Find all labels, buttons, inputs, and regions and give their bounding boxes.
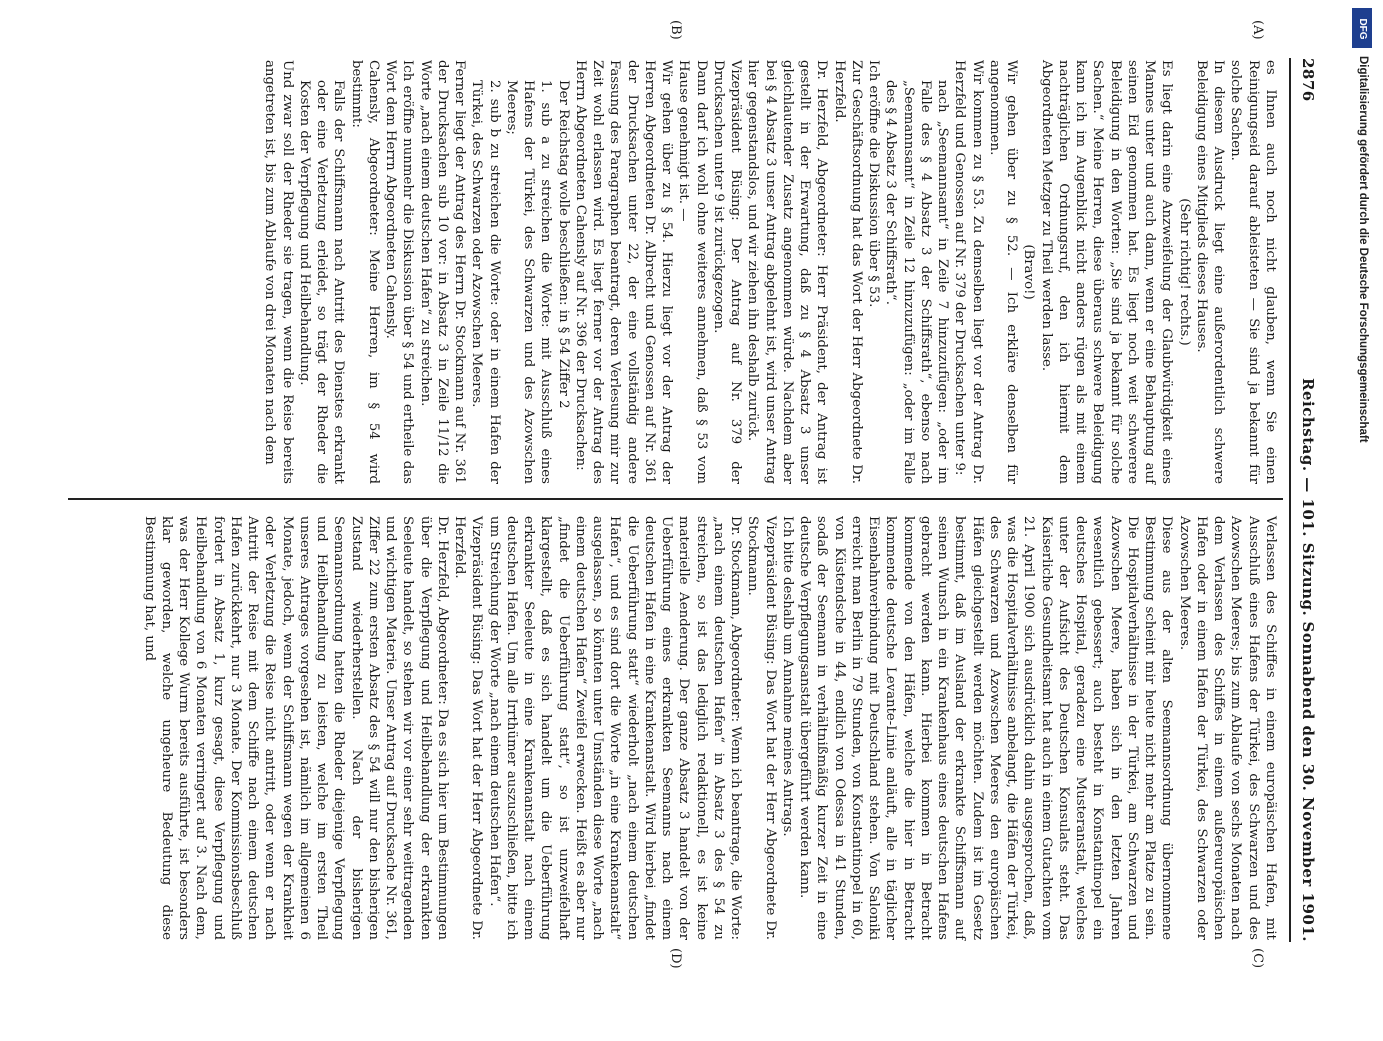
header-rule xyxy=(1289,58,1291,942)
paragraph: Dr. Stockmann, Abgeordneter: Wenn ich beantrage, die Worte: „nach einem deutschen Hafen“ in Absatz 3 des § 54 zu streichen, so ist das lediglich redaktionell, es ist keine materielle Aenderung. Der ganze Absatz 3 handelt von der Ueberführung eines erkrankten Seemanns nach einem deutschen Hafen in eine Krankenanstalt. Wird hierbei „findet die Ueberführung statt“ wiederholt „nach einem deutschen Hafen“, und es sind dort die Worte „in eine Krankenanstalt“ ausgelassen, so könnten unter Umständen diese Worte „nach einem deutschen Hafen“ Zweifel erwecken. Heißt es aber nur „findet die Ueberführung statt“, so ist unzweifelhaft klargestellt, daß es sich handelt um die Ueberführung erkrankter Seeleute in eine Krankenanstalt nach einem deutschen Hafen. Um alle Irrthümer auszuschließen, bitte ich um Streichung der Worte „nach einem deutschen Hafen“. xyxy=(486,516,744,940)
paragraph: Wir gehen über zu § 52. — Ich erkläre denselben für angenommen. xyxy=(987,60,1020,484)
paragraph: (Bravo!) xyxy=(1021,244,1037,300)
paragraph: Cahensly, Abgeordneter: Meine Herren, im § 54 wird bestimmt: xyxy=(348,60,381,484)
footer-text: Digitalisierung gefördert durch die Deutsche Forschungsgemeinschaft xyxy=(1357,56,1369,443)
paragraph: 2. sub b zu streichen die Worte: oder in einem Hafen der Türkei, des Schwarzen oder Azowschen Meeres. xyxy=(469,80,502,484)
page-number: 2876 xyxy=(1299,58,1317,102)
paragraph: Vizepräsident Büsing: Das Wort hat der Herr Abgeordnete Dr. Stockmann. xyxy=(745,516,778,940)
paragraph: Dann darf ich wohl ohne weiteres annehmen, daß § 53 vom Hause genehmigt ist. — xyxy=(676,60,709,484)
paragraph: Wir gehen über zu § 54. Hierzu liegt vor der Antrag der Herren Abgeordneten Dr. Albrecht und Genossen auf Nr. 361 der Drucksachen unter 22, der eine vollständig andere Fassung des Paragraphen beantragt, deren Verlesung mir zur Zeit wohl erlassen wird. Es liegt ferner vor der Antrag des Herrn Abgeordneten Cahensly auf Nr. 396 der Drucksachen: xyxy=(573,60,675,484)
paragraph: Dr. Herzfeld, Abgeordneter: Herr Präsident, der Antrag ist gestellt in der Erwartung, daß zu § 4 Absatz 3 unser gleichlautender Zusatz angenommen würde. Nachdem aber bei § 4 Absatz 3 unser Antrag abgelehnt ist, wird unser Antrag hier gegenstandslos, und wir ziehen ihn deshalb zurück. xyxy=(745,60,830,484)
paragraph: Ferner liegt der Antrag des Herrn Dr. Stockmann auf Nr. 361 der Drucksachen sub 10 vor: in Absatz 3 in Zeile 11/12 die Worte „nach einem deutschen Hafen“ zu streichen. xyxy=(417,60,468,484)
paragraph: nach „Seemannsamt“ in Zeile 7 hinzuzufügen: „oder im Falle des § 4 Absatz 3 der Schiffsrath“, ebenso nach „Seemannsamt“ in Zeile 12 hinzuzufügen: „oder im Falle des § 4 Absatz 3 der Schiffsrath“. xyxy=(883,80,951,484)
paragraph: Und zwar soll der Rheder sie tragen, wenn die Reise bereits angetreten ist, bis zum Ablaufe von drei Monaten nach dem xyxy=(262,60,295,484)
digitization-footer xyxy=(1352,8,1374,993)
dfg-logo xyxy=(1352,8,1372,48)
paragraph: Zur Geschäftsordnung hat das Wort der Herr Abgeordnete Dr. Herzfeld. xyxy=(831,60,864,484)
margin-marker-d: (D) xyxy=(668,948,683,969)
right-column xyxy=(141,516,1280,940)
session-title: Reichstag. — 101. Sitzung. xyxy=(1299,378,1317,617)
paragraph: Dr. Herzfeld, Abgeordneter: Da es sich hier um Bestimmungen über die Verpflegung und Heilbehandlung der erkrankten Seeleute handelt, so stehen wir vor einer sehr weittragenden und wichtigen Materie. Unser Antrag auf Drucksache Nr. 361, Ziffer 22 zum ersten Absatz des § 54 will nur den bisherigen Zustand wiederherstellen. Nach der bisherigen Seemannsordnung hatten die Rheder diejenige Verpflegung und Heilbehandlung zu leisten, welche im ersten Theil unseres Antrages vorgesehen ist, nämlich im allgemeinen 6 Monate, jedoch, wenn der Schiffsmann wegen der Krankheit oder Verletzung die Reise nicht antritt, oder wenn er nach Antritt der Reise mit dem Schiffe nach einem deutschen Hafen zurückkehrt, nur 3 Monate. Der Kommissionsbeschluß fordert in Absatz 1, kurz gesagt, diese Verpflegung und Heilbehandlung von 6 Monaten verringert auf 3. Nach dem, was der Herr Kollege Wurm bereits ausführte, ist besonders klar geworden, welche ungeheure Bedeutung diese Bestimmung hat, und xyxy=(141,516,450,940)
footer-text-box xyxy=(1352,56,1374,986)
margin-marker-a: (A) xyxy=(1250,20,1265,40)
paragraph: Vizepräsident Büsing: Das Wort hat der Herr Abgeordnete Dr. Herzfeld. xyxy=(452,516,485,940)
paragraph: Ich eröffne die Diskussion über § 53. xyxy=(866,60,882,308)
paragraph: 1. sub a zu streichen die Worte: mit Ausschluß eines Hafens der Türkei, des Schwarzen und des Azowschen Meeres; xyxy=(504,80,554,484)
left-column xyxy=(261,60,1279,484)
paragraph: Es liegt darin eine Anzweifelung der Glaubwürdigkeit eines Mannes unter und auch dann, wenn er eine Behauptung auf seinen Eid genommen hat. Es liegt noch weit schwerere Beleidigung in den Worten: „Sie sind ja bekannt für solche Sachen.“ Meine Herren, diese überaus schwere Beleidigung kann ich im Augenblick nicht anders rügen als mit einem nachträglichen Ordnungsruf, den ich hiermit dem Abgeordneten Metzger zu Theil werden lasse. xyxy=(1038,60,1175,484)
paragraph: Vizepräsident Büsing: Der Antrag auf Nr. 379 der Drucksachen unter 9 ist zurückgezogen. xyxy=(711,60,744,484)
paragraph: Verlassen des Schiffes in einem europäischen Hafen, mit Ausschluß eines Hafens der Türkei, des Schwarzen und des Azowschen Meeres; bis zum Ablaufe von sechs Monaten nach dem Verlassen des Schiffes in einem außereuropäischen Hafen oder in einem Hafen der Türkei, des Schwarzen oder Azowschen Meeres. xyxy=(1176,516,1278,940)
paragraph: Falls der Schiffsmann nach Antritt des Dienstes erkrankt oder eine Verletzung erleidet, so trägt der Rheder die Kosten der Verpflegung und Heilbehandlung. xyxy=(297,80,347,484)
paragraph: Wir kommen zu § 53. Zu demselben liegt vor der Antrag Dr. Herzfeld und Genossen auf Nr. 379 der Drucksachen unter 9: xyxy=(952,60,985,484)
margin-marker-b: (B) xyxy=(668,20,683,40)
page-header xyxy=(1291,58,1325,942)
paragraph: Der Reichstag wolle beschließen: in § 54 Ziffer 2 xyxy=(555,80,571,409)
paragraph: Ich eröffne nunmehr die Diskussion über § 54 und ertheile das Wort dem Herrn Abgeordneten Cahensly. xyxy=(383,60,416,484)
paragraph: Diese aus der alten Seemannsordnung übernommene Bestimmung scheint mir heute nicht mehr am Platze zu sein. Die Hospitalverhältnisse in der Türkei, am Schwarzen und Azowschen Meere, haben sich in den letzten Jahren wesentlich gebessert; auch besteht in Konstantinopel ein deutsches Hospital, geradezu eine Musteranstalt, welches unter der Aufsicht des Deutschen Konsulats steht. Das Kaiserliche Gesundheitsamt hat auch in einem Gutachten vom 21. April 1900 sich ausdrücklich dahin ausgesprochen, daß, was die Hospitalverhältnisse anbelangt, die Häfen der Türkei, des Schwarzen und Azowschen Meeres den europäischen Häfen gleichgestellt werden möchten. Zudem ist im Gesetz bestimmt, daß im Ausland der erkrankte Schiffsmann auf seinen Wunsch in ein Krankenhaus eines deutschen Hafens gebracht werden kann. Hierbei kommen in Betracht kommende von den Häfen, welche die hier in Betracht kommende deutsche Levante-Linie anläuft, alle in täglicher Eisenbahnverbindung mit Deutschland stehen. Von Saloniki erreicht man Berlin in 79 Stunden, von Konstantinopel in 60, von Küstendsche in 44, endlich von Odessa in 41 Stunden, sodaß der Seemann in verhältnißmäßig kurzer Zeit in eine deutsche Verpflegungsanstalt übergeführt werden kann. xyxy=(797,516,1175,940)
session-date: Sonnabend den 30. November 1901. xyxy=(1299,621,1317,942)
paragraph: Ich bitte deshalb um Annahme meines Antrags. xyxy=(780,516,795,837)
dfg-badge: DFG xyxy=(1357,18,1368,40)
paragraph: es Ihnen auch noch nicht glauben, wenn Sie einen Reinigungseid darauf ableisteten — Sie sind ja bekannt für solche Sachen. xyxy=(1228,60,1278,484)
column-divider xyxy=(68,498,1283,500)
margin-marker-c: (C) xyxy=(1250,948,1265,969)
paragraph: (Sehr richtig! rechts.) xyxy=(1176,198,1192,346)
paragraph: In diesem Ausdruck liegt eine außerordentlich schwere Beleidigung eines Mitglieds dieses Hauses. xyxy=(1194,60,1227,484)
